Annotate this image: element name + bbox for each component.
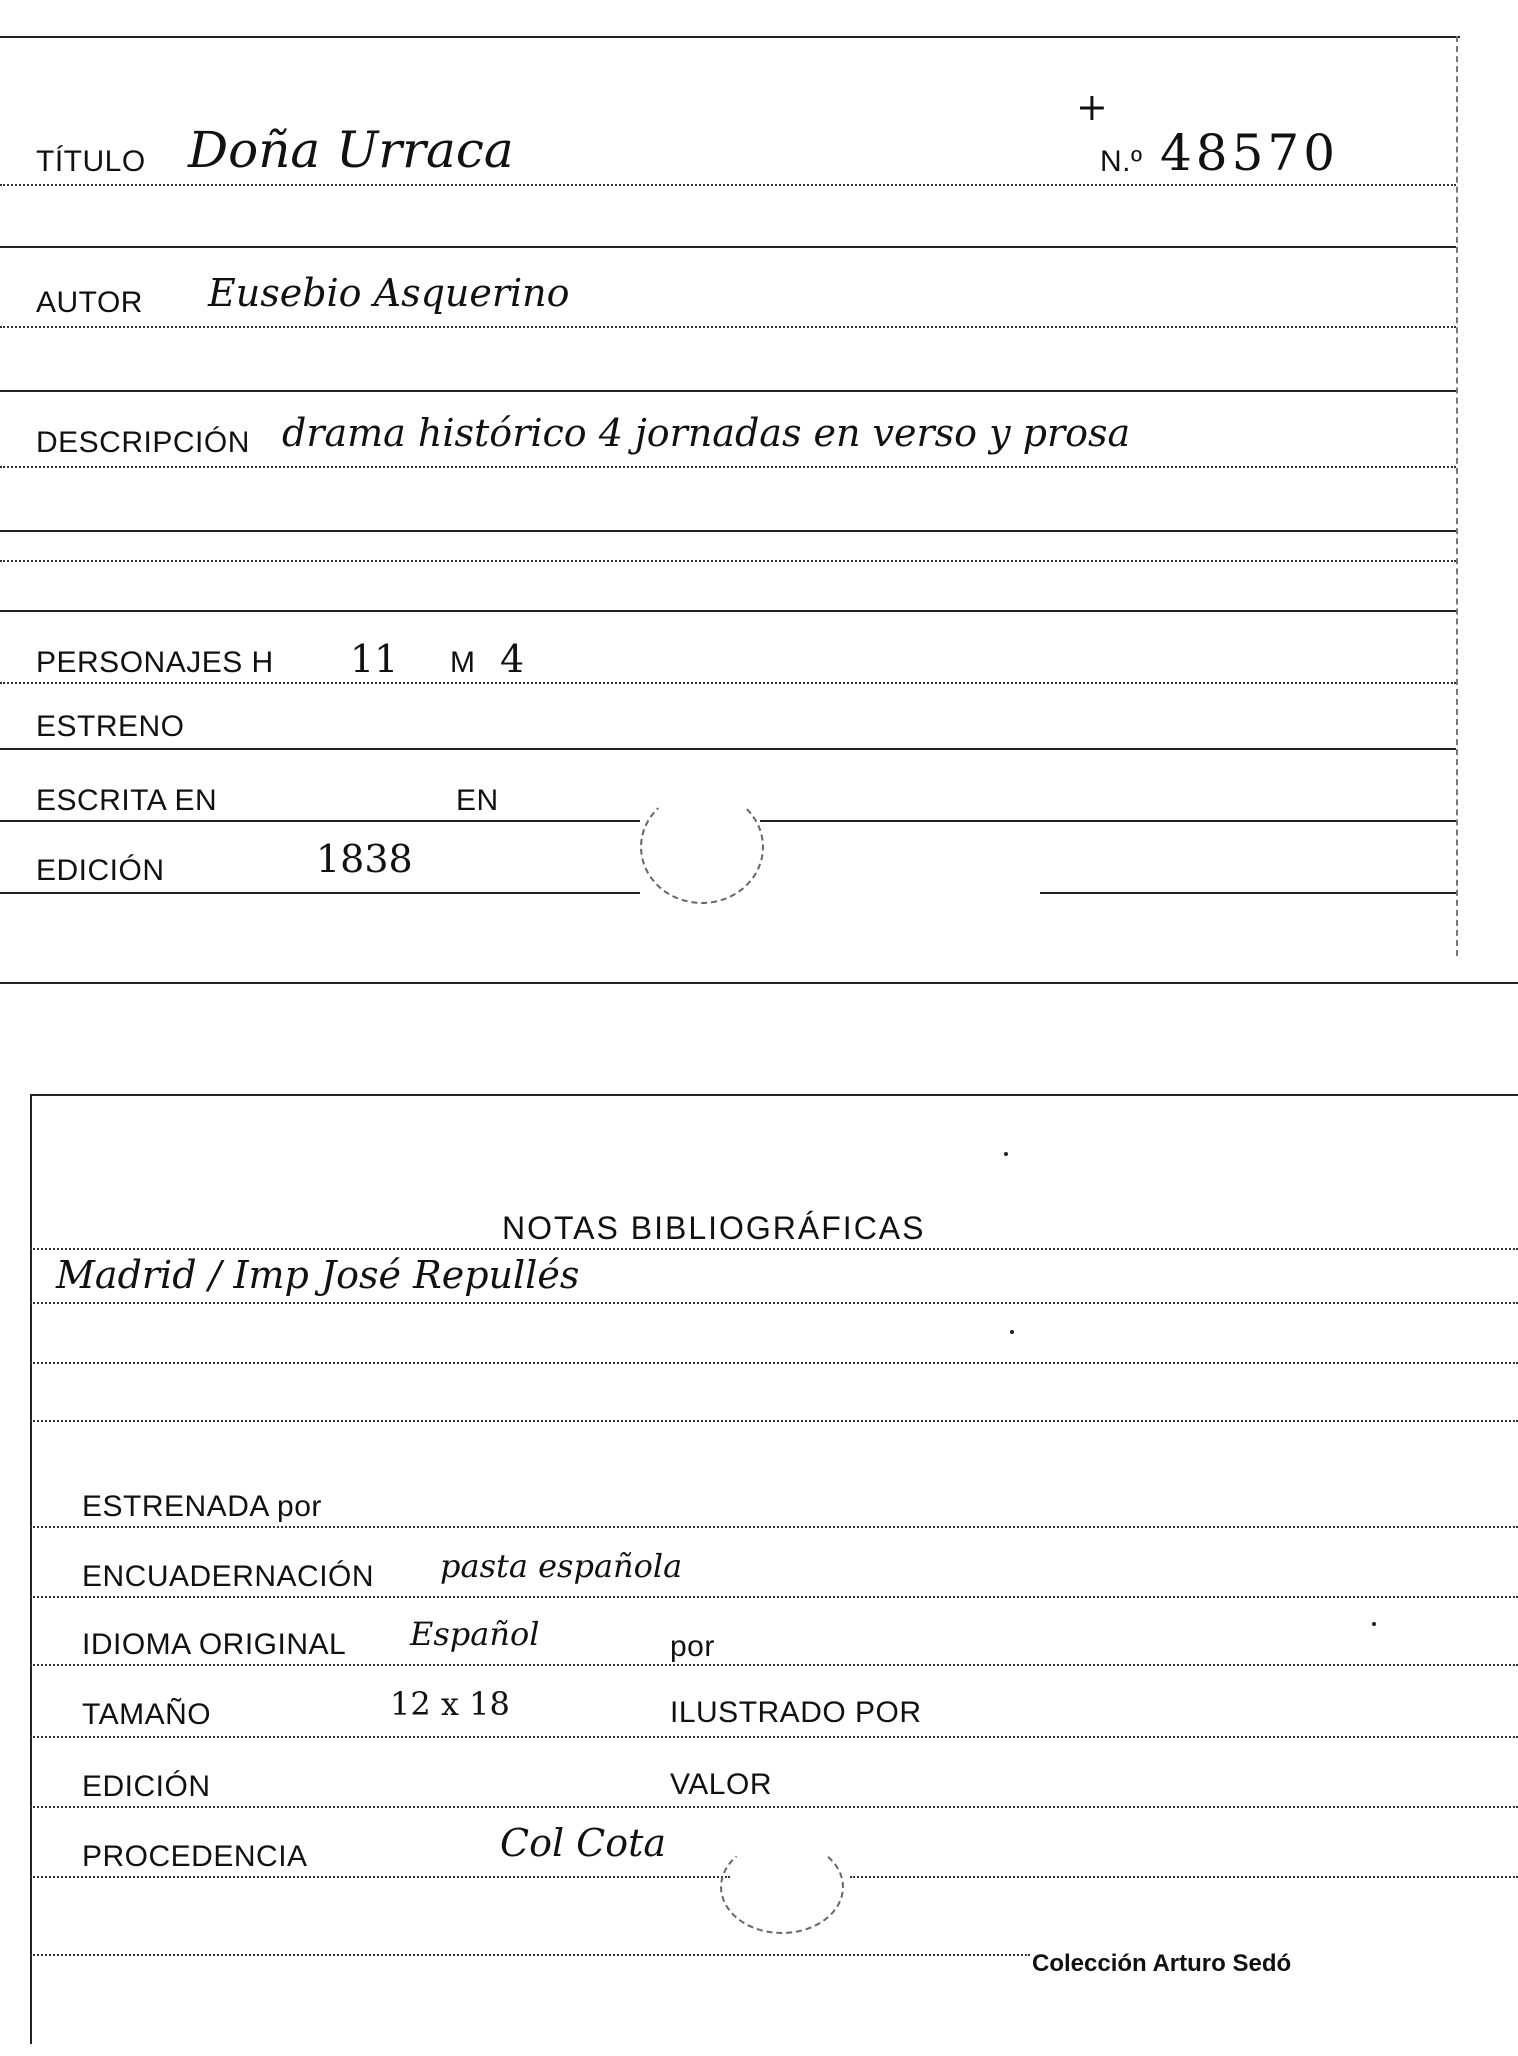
label-idioma-por: por xyxy=(670,1630,715,1663)
rule-autor xyxy=(0,326,1456,328)
rule-edicion-right xyxy=(1040,892,1456,894)
rule-separator-3 xyxy=(0,530,1456,532)
rule-estreno xyxy=(0,748,1456,750)
value-tamano: 12 x 18 xyxy=(390,1685,510,1723)
value-autor: Eusebio Asquerino xyxy=(208,271,570,315)
rule-separator-4 xyxy=(0,610,1456,612)
label-escrita-en: ESCRITA EN xyxy=(36,784,218,817)
value-descripcion: drama histórico 4 jornadas en verso y prosa xyxy=(282,411,1131,455)
rule-notes-3 xyxy=(30,1420,1518,1422)
value-numero: 48570 xyxy=(1160,124,1340,182)
label-numero: N.º xyxy=(1100,145,1143,178)
value-titulo: Doña Urraca xyxy=(188,121,514,179)
punch-hole xyxy=(640,790,764,904)
rule-procedencia-right xyxy=(850,1876,1518,1878)
punch-hole-2 xyxy=(720,1840,844,1934)
label-edicion: EDICIÓN xyxy=(36,854,165,887)
value-edicion: 1838 xyxy=(316,837,413,881)
label-edicion-2: EDICIÓN xyxy=(82,1770,211,1803)
label-personajes-h: PERSONAJES H xyxy=(36,646,274,679)
rule-encuadernacion xyxy=(30,1596,1518,1598)
speck xyxy=(1010,1330,1014,1334)
rule-blank xyxy=(0,560,1456,562)
label-autor: AUTOR xyxy=(36,286,143,319)
card-right-edge xyxy=(1456,36,1458,956)
label-ilustrado-por: ILUSTRADO POR xyxy=(670,1696,922,1729)
rule-edicion-left xyxy=(0,892,640,894)
rule-notes-1 xyxy=(30,1302,1518,1304)
label-procedencia: PROCEDENCIA xyxy=(82,1840,308,1873)
value-procedencia: Col Cota xyxy=(500,1821,667,1865)
rule-tamano xyxy=(30,1736,1518,1738)
label-tamano: TAMAÑO xyxy=(82,1698,212,1731)
speck xyxy=(1004,1152,1008,1156)
label-encuadernacion: ENCUADERNACIÓN xyxy=(82,1560,375,1593)
value-personajes-h: 11 xyxy=(350,637,399,681)
label-en: EN xyxy=(456,784,499,817)
rule-descripcion xyxy=(0,466,1456,468)
rule-notes-2 xyxy=(30,1362,1518,1364)
label-titulo: TÍTULO xyxy=(36,145,146,178)
notes-line-1: Madrid / Imp José Repullés xyxy=(56,1253,580,1297)
rule-footer xyxy=(30,1954,1030,1956)
cross-mark: + xyxy=(1076,85,1108,129)
rule-idioma xyxy=(30,1664,1518,1666)
rule-separator-1 xyxy=(0,246,1456,248)
label-personajes-m: M xyxy=(450,646,476,679)
speck xyxy=(1372,1622,1376,1626)
rule-procedencia-left xyxy=(30,1876,730,1878)
label-descripcion: DESCRIPCIÓN xyxy=(36,426,250,459)
rule-edicion-2 xyxy=(30,1806,1518,1808)
rule-estrenada xyxy=(30,1526,1518,1528)
label-estrenada-por: ESTRENADA por xyxy=(82,1490,322,1523)
rule-escrita-right xyxy=(760,820,1456,822)
card-top-edge xyxy=(0,36,1460,38)
catalog-card-front xyxy=(0,0,1518,990)
rule-separator-2 xyxy=(0,390,1456,392)
card-left-edge xyxy=(30,1094,32,2044)
rule-heading xyxy=(30,1248,1518,1250)
value-encuadernacion: pasta española xyxy=(440,1547,683,1585)
rule-personajes xyxy=(0,682,1456,684)
label-estreno: ESTRENO xyxy=(36,710,185,743)
label-valor: VALOR xyxy=(670,1768,772,1801)
value-idioma-original: Español xyxy=(410,1615,540,1653)
rule-escrita-left xyxy=(0,820,640,822)
card-bottom-edge xyxy=(0,982,1518,984)
rule-titulo xyxy=(0,184,1456,186)
card-top-edge-2 xyxy=(30,1094,1518,1096)
collection-credit: Colección Arturo Sedó xyxy=(1032,1950,1292,1977)
value-personajes-m: 4 xyxy=(500,637,525,681)
catalog-card-back xyxy=(0,1080,1518,2056)
heading-notas: NOTAS BIBLIOGRÁFICAS xyxy=(502,1210,926,1246)
label-idioma-original: IDIOMA ORIGINAL xyxy=(82,1628,347,1661)
